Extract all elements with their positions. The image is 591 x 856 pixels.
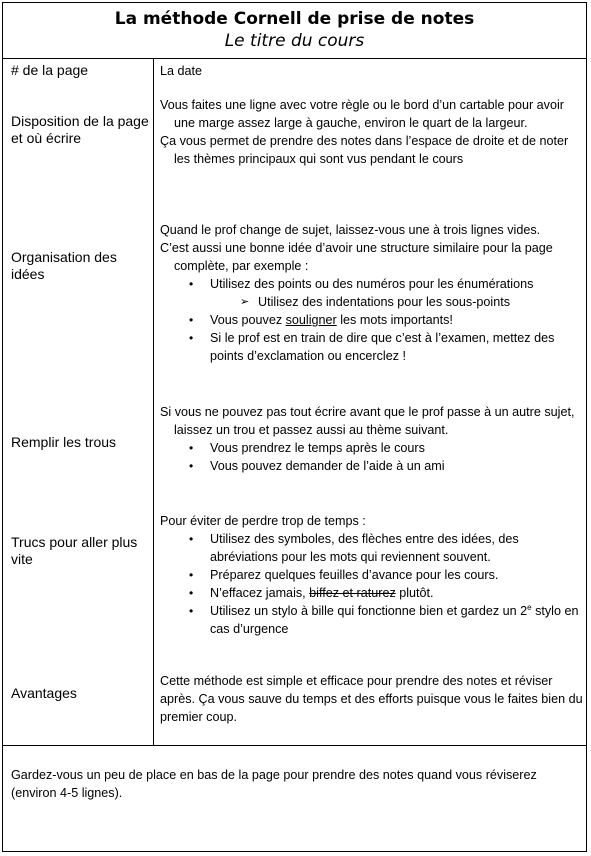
- cue-speed-tips: Trucs pour aller plus vite: [11, 534, 138, 567]
- list-item: [160, 329, 584, 365]
- paragraph: C’est aussi une bonne idée d’avoir une structure similaire pour la page complète, par exemple :: [160, 241, 553, 273]
- cue-fill-gaps: Remplir les trous: [11, 434, 117, 450]
- list-item: [160, 584, 584, 602]
- summary-divider: [3, 745, 586, 746]
- summary-note: Gardez-vous un peu de place en bas de la page pour prendre des notes quand vous réviserez (environ 4-5 lignes).: [11, 768, 537, 800]
- list-item: [160, 530, 584, 566]
- sub-list-item: [160, 293, 584, 311]
- bullet-list: [160, 275, 584, 365]
- cue-advantages: Avantages: [11, 685, 77, 701]
- bullet-icon: •: [189, 586, 194, 600]
- course-title: Le titre du cours: [224, 31, 365, 51]
- list-item-text: Utilisez des symboles, des flèches entre des idées, des abréviations pour les mots qui reviennent souvent.: [210, 532, 519, 564]
- bullet-icon: •: [189, 331, 194, 345]
- note-organisation: [160, 221, 584, 365]
- superscript: e: [527, 602, 532, 612]
- list-item-text: Utilisez des indentations pour les sous-points: [258, 295, 511, 309]
- bullet-icon: •: [189, 313, 194, 327]
- note-date: [160, 62, 584, 80]
- cue-column-divider: [153, 58, 154, 746]
- note-fill-gaps: [160, 403, 584, 475]
- list-item: [160, 566, 584, 584]
- cornell-notes-sheet: [2, 2, 587, 852]
- list-item-text: Utilisez un stylo à bille qui fonctionne bien et gardez un 2: [210, 604, 528, 618]
- cue-page-number: # de la page: [11, 62, 89, 78]
- cue-layout: Disposition de la page et où écrire: [11, 113, 149, 146]
- header: [3, 3, 586, 59]
- note-speed-tips: [160, 512, 584, 638]
- bullet-list: [160, 439, 584, 475]
- bullet-list: [160, 530, 584, 638]
- date-label: La date: [160, 64, 203, 78]
- paragraph: Pour éviter de perdre trop de temps :: [160, 514, 366, 528]
- paragraph: Ça vous permet de prendre des notes dans l’espace de droite et de noter les thèmes principaux qui sont vus pendant le cours: [160, 134, 569, 166]
- paragraph: Si vous ne pouvez pas tout écrire avant que le prof passe à un autre sujet, laissez un trou et passez aussi au thème suivant.: [160, 405, 575, 437]
- bullet-icon: •: [189, 568, 194, 582]
- bullet-icon: •: [189, 459, 194, 473]
- struck-text: biffez et raturez: [309, 586, 396, 600]
- list-item: [160, 602, 584, 638]
- paragraph: Cette méthode est simple et efficace pour prendre des notes et réviser après. Ça vous sauve du temps et des efforts puisque vous le faites bien du premier coup.: [160, 674, 583, 724]
- list-item: [160, 439, 584, 457]
- list-item-text: plutôt.: [395, 586, 434, 600]
- paragraph: Vous faites une ligne avec votre règle ou le bord d’un cartable pour avoir une marge assez large à gauche, environ le quart de la largeur.: [160, 98, 564, 130]
- underlined-word: souligner: [285, 313, 337, 327]
- list-item-text: les mots importants!: [336, 313, 453, 327]
- list-item: [160, 457, 584, 475]
- list-item-text: Vous pouvez demander de l’aide à un ami: [210, 459, 445, 473]
- list-item-text: N’effacez jamais,: [210, 586, 310, 600]
- bullet-icon: •: [189, 604, 194, 618]
- bullet-icon: •: [189, 532, 194, 546]
- list-item-text: stylo en cas d’urgence: [210, 604, 579, 636]
- cue-organisation: Organisation des idées: [11, 249, 117, 282]
- list-item-text: Utilisez des points ou des numéros pour les énumérations: [210, 277, 534, 291]
- bullet-icon: •: [189, 441, 194, 455]
- bullet-icon: •: [189, 277, 194, 291]
- arrow-bullet-icon: ➢: [240, 296, 250, 308]
- paragraph: Quand le prof change de sujet, laissez-vous une à trois lignes vides.: [160, 223, 541, 237]
- list-item-text: Vous pouvez: [210, 313, 286, 327]
- page-title: La méthode Cornell de prise de notes: [114, 9, 475, 29]
- note-advantages: [160, 672, 584, 726]
- list-item-text: Vous prendrez le temps après le cours: [210, 441, 425, 455]
- list-item-text: Préparez quelques feuilles d’avance pour les cours.: [210, 568, 499, 582]
- list-item: [160, 275, 584, 293]
- list-item: [160, 311, 584, 329]
- list-item-text: Si le prof est en train de dire que c’est à l’examen, mettez des points d’exclamation ou encerclez !: [210, 331, 555, 363]
- note-layout: [160, 96, 584, 168]
